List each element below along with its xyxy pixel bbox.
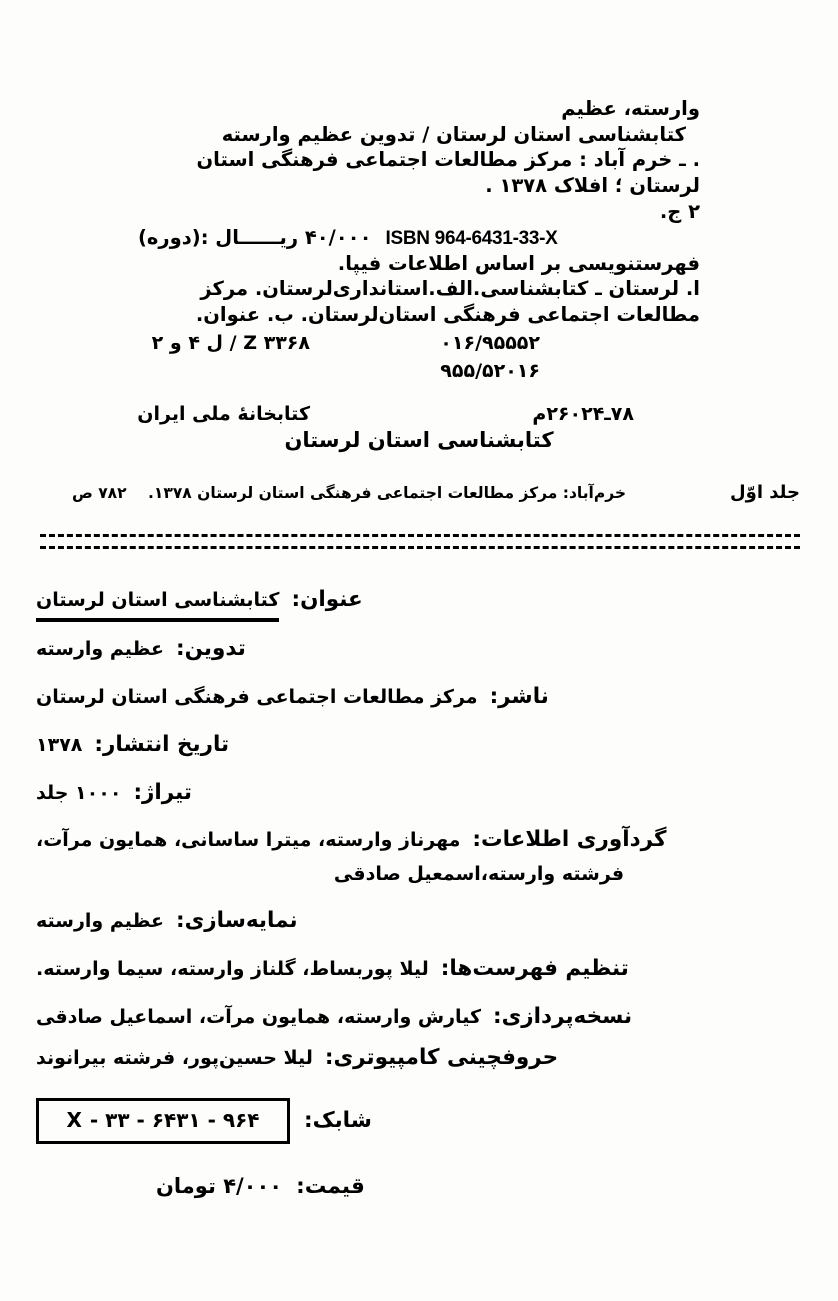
- entry-list-arrangement: [36, 955, 802, 983]
- entry-compiler: [36, 635, 802, 663]
- entry-value: کتابشناسی استان لرستان: [36, 588, 279, 622]
- cip-cataloging-note: فهرستنویسی بر اساس اطلاعات فیپا.: [337, 251, 700, 275]
- national-library-row: [110, 401, 700, 429]
- cip-title-statement: کتابشناسی استان لرستان / تدوین عظیم وارسته: [221, 122, 686, 146]
- cip-isbn-row: [138, 225, 700, 251]
- page-title: کتابشناسی استان لرستان: [284, 428, 554, 452]
- national-library-name: کتابخانهٔ ملی ایران: [137, 403, 310, 426]
- classification-row: [110, 358, 700, 386]
- dashed-rule-top: [40, 534, 800, 537]
- entry-label: تیراژ:: [133, 779, 193, 805]
- entry-label: شابک:: [304, 1108, 372, 1134]
- imprint-main: [38, 484, 730, 502]
- entry-value: لیلا حسین‌پور، فرشته بیرانوند: [36, 1046, 313, 1069]
- entry-value: عظیم وارسته: [36, 910, 164, 933]
- dashed-rule-bottom: [40, 546, 800, 549]
- dewey-number: ۰۱۶/۹۵۵۵۲: [440, 332, 540, 354]
- cip-extent: ۲ ج.: [659, 199, 700, 223]
- entry-label: تاریخ انتشار:: [94, 731, 230, 757]
- entry-label: قیمت:: [296, 1173, 365, 1199]
- entry-label: نمایه‌سازی:: [175, 908, 298, 934]
- entry-value: مهرناز وارسته، میترا ساسانی، همایون مرآت،: [36, 829, 461, 852]
- national-library-record-number: ۷۸ـ۲۶۰۲۴م: [532, 403, 634, 426]
- imprint-place-publisher: خرم‌آباد: مرکز مطالعات اجتماعی فرهنگی استان لرستان ۱۳۷۸.: [148, 484, 627, 502]
- entry-title: [36, 586, 802, 622]
- dewey-number-alt: ۹۵۵/۵۲۰۱۶: [440, 359, 540, 382]
- entry-publication-date: [36, 731, 802, 759]
- cip-price-text: ۴۰/۰۰۰ ریــــــال :(دوره): [138, 225, 372, 249]
- entry-value: عظیم وارسته: [36, 637, 164, 660]
- volume-label: جلد اوّل: [730, 482, 800, 503]
- entry-value: کیارش وارسته، همایون مرآت، اسماعیل صادقی: [36, 1005, 481, 1028]
- entry-label: نسخه‌پردازی:: [493, 1003, 633, 1029]
- cip-imprint-line-2: لرستان ؛ افلاک ۱۳۷۸ .: [485, 174, 700, 198]
- entry-publisher: [36, 683, 802, 711]
- cip-isbn-latin: ISBN 964-6431-33-X: [385, 227, 558, 249]
- entry-value: لیلا پوربساط، گلناز وارسته، سیما وارسته.: [36, 958, 429, 980]
- entry-value: ۱۰۰۰ جلد: [36, 781, 122, 804]
- cip-subject-line-2: مطالعات اجتماعی فرهنگی استان‌لرستان. ب. عنوان.: [195, 303, 700, 327]
- dashed-separator: [40, 534, 800, 558]
- entry-label: عنوان:: [291, 587, 363, 612]
- cip-subject-line-1: ا. لرستان ـ کتابشناسی.الف.استانداری‌لرستان. مرکز: [200, 277, 700, 301]
- cip-author: وارسته، عظیم: [561, 97, 700, 120]
- entry-value-continuation: فرشته وارسته،اسمعیل صادقی: [333, 863, 625, 886]
- entry-label: تنظیم فهرست‌ها:: [440, 956, 629, 981]
- classification-block: [110, 330, 700, 429]
- entry-value: ۴/۰۰۰ تومان: [156, 1173, 283, 1198]
- entry-value: ۱۳۷۸: [36, 733, 83, 756]
- entry-data-collection: [36, 826, 802, 887]
- entry-isbn: [36, 1098, 802, 1144]
- cip-block: [138, 96, 700, 328]
- entry-label: تدوین:: [175, 635, 246, 661]
- metadata-entry-list: [36, 586, 802, 1199]
- lc-call-number: Z ۳۳۶۸ / ل ۴ و ۲: [151, 332, 310, 354]
- isbn-value-box: ۹۶۴ - ۶۴۳۱ - ۳۳ - X: [36, 1098, 290, 1144]
- entry-label: ناشر:: [489, 683, 549, 709]
- entry-indexing: [36, 907, 802, 935]
- entry-copy-editing: [36, 1003, 802, 1031]
- entry-label: گردآوری اطلاعات:: [472, 827, 667, 853]
- entry-value: مرکز مطالعات اجتماعی فرهنگی استان لرستان: [36, 685, 478, 708]
- entry-label: حروفچینی کامپیوتری:: [324, 1044, 559, 1070]
- entry-price: [36, 1174, 802, 1199]
- entry-print-run: [36, 779, 802, 807]
- classification-row: [110, 330, 700, 358]
- imprint-row: [38, 482, 800, 503]
- imprint-page-count: ۷۸۲ ص: [71, 484, 127, 502]
- cip-imprint-line-1: . ـ خرم آباد : مرکز مطالعات اجتماعی فرهنگی استان: [196, 148, 700, 172]
- entry-typesetting: [36, 1044, 802, 1072]
